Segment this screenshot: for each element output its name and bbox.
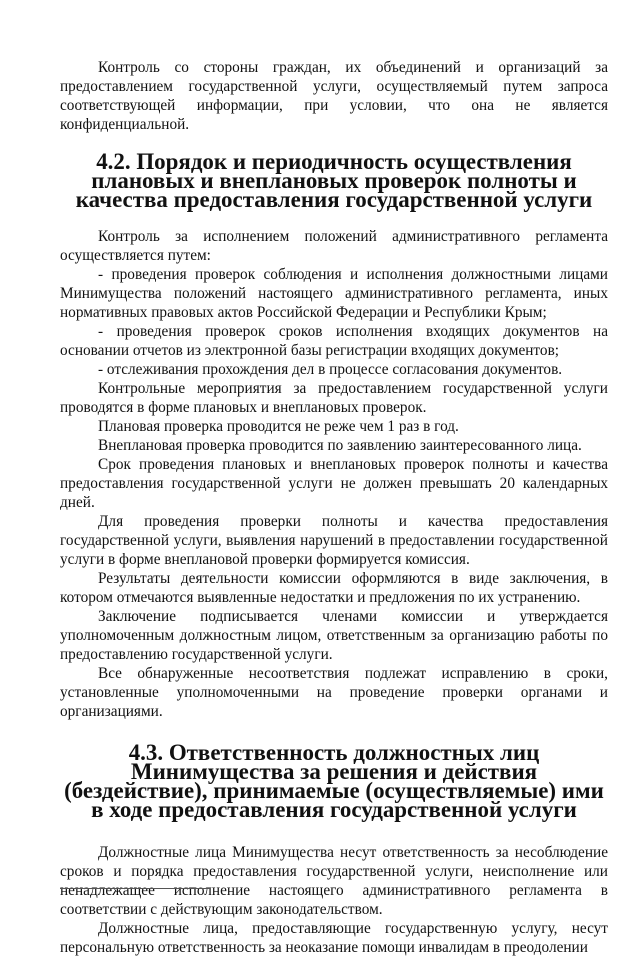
section-4-2-intro: Контроль за исполнением положений административного регламента осуществляется путем: [60, 228, 608, 264]
document-page [60, 58, 608, 957]
section-4-2-heading: 4.2. Порядок и периодичность осуществления плановых и внеплановых проверок полноты и качества предоставления государственной услуги [75, 149, 593, 212]
paragraph-conclusion: Заключение подписывается членами комиссии и утверждается уполномоченным должностным лицом, ответственным за организацию работы по предоставлению государственной услуги. [60, 608, 608, 663]
paragraph-corrections: Все обнаруженные несоответствия подлежат исправлению в сроки, установленные уполномоченными на проведение проверки органами и организациями. [60, 665, 608, 720]
paragraph-commission-results: Результаты деятельности комиссии оформляются в виде заключения, в котором отмечаются выявленные недостатки и предложения по их устранению. [60, 570, 608, 606]
list-item: - отслеживания прохождения дел в процессе согласования документов. [98, 361, 563, 378]
section-4-3-heading: 4.3. Ответственность должностных лиц Минимущества за решения и действия (бездействие), принимаемые (осуществляемые) ими в ходе предоставления государственной услуги [64, 740, 604, 822]
paragraph-control-measures: Контрольные мероприятия за предоставлением государственной услуги проводятся в форме плановых и внеплановых проверок. [60, 380, 608, 416]
footer-rule [60, 888, 210, 889]
paragraph-unplanned-check: Внеплановая проверка проводится по заявлению заинтересованного лица. [98, 437, 582, 454]
paragraph-check-duration: Срок проведения плановых и внеплановых проверок полноты и качества предоставления государственной услуги не должен превышать 20 календарных дней. [60, 456, 608, 511]
paragraph-planned-check: Плановая проверка проводится не реже чем 1 раз в год. [98, 418, 459, 435]
paragraph-citizen-control: Контроль со стороны граждан, их объединений и организаций за предоставлением государственной услуги, осуществляемый путем запроса соответствующей информации, при условии, что она не является конфиденциальной. [60, 59, 608, 133]
paragraph-commission: Для проведения проверки полноты и качества предоставления государственной услуги, выявления нарушений в предоставлении государственной услуги в форме внеплановой проверки формируется комиссия. [60, 513, 608, 568]
list-item: - проведения проверок соблюдения и исполнения должностными лицами Минимущества положений настоящего административного регламента, иных нормативных правовых актов Российской Федерации и Республики Крым; [60, 266, 608, 321]
paragraph-personal-responsibility: Должностные лица, предоставляющие государственную услугу, несут персональную ответственность за неоказание помощи инвалидам в преодолении [60, 920, 608, 956]
paragraph-responsibility: Должностные лица Минимущества несут ответственность за несоблюдение сроков и порядка предоставления государственной услуги, неисполнение или ненадлежащее исполнение настоящего административного регламента в соответствии с действующим законодательством. [60, 844, 608, 918]
list-item: - проведения проверок сроков исполнения входящих документов на основании отчетов из электронной базы регистрации входящих документов; [60, 323, 608, 359]
